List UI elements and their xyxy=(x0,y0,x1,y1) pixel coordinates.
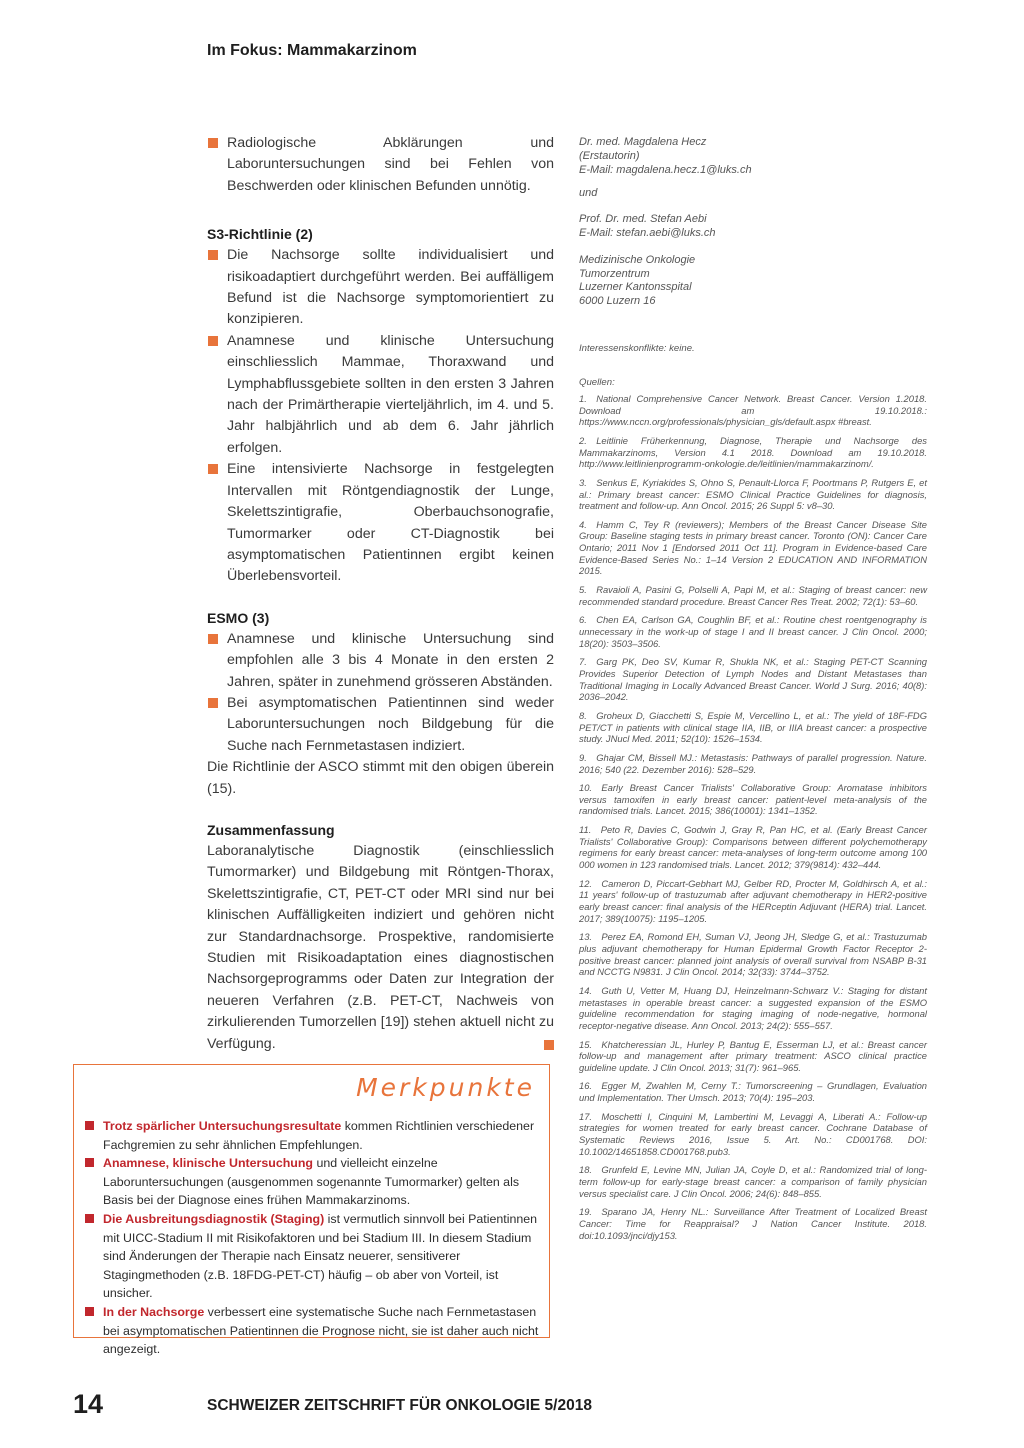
bullet-text: Bei asymptomatischen Patientinnen sind weder Laboruntersuchungen noch Bildgebung für die Suche nach Fernmetastasen indiziert. xyxy=(227,694,554,754)
bullet-square-icon xyxy=(208,634,218,644)
bullet-item xyxy=(207,629,554,693)
section-heading-s3: S3-Richtlinie (2) xyxy=(207,226,313,243)
bullet-square-icon xyxy=(208,698,218,708)
journal-title: SCHWEIZER ZEITSCHRIFT FÜR ONKOLOGIE 5/2018 xyxy=(207,1397,592,1414)
merkpunkte-list xyxy=(84,1117,539,1359)
reference-item: 5. Ravaioli A, Pasini G, Polselli A, Papi M, et al.: Staging of breast cancer: new recommended standard procedure. Breast Cancer Res Treat. 2002; 72(1): 53–60. xyxy=(579,584,927,607)
page-number: 14 xyxy=(73,1389,104,1419)
reference-item: 13. Perez EA, Romond EH, Suman VJ, Jeong JH, Sledge G, et al.: Trastuzumab plus adjuvant chemotherapy for Human Epidermal Growth Factor Receptor 2-positive breast cancer: planned joint analysis of overall survival from NSABP B-31 and NCCTG N9831. J Clin Oncol. 2014; 32(33): 3744–3752. xyxy=(579,931,927,978)
running-header: Im Fokus: Mammakarzinom xyxy=(207,42,417,59)
section-heading-summary: Zusammenfassung xyxy=(207,821,335,838)
reference-item: 14. Guth U, Vetter M, Huang DJ, Heinzelmann-Schwarz V.: Staging for distant metastases in operable breast cancer: a suggested expansion of the ESMO guideline recommendation for staging imaging of node-negative, hormonal receptor-negative disease. Ann Oncol. 2013; 24(2): 555–557. xyxy=(579,984,927,1031)
merkpunkt-item xyxy=(84,1154,539,1210)
bullet-text: Radiologische Abklärungen und Laboruntersuchungen sind bei Fehlen von Beschwerden oder klinischen Befunden unnötig. xyxy=(227,135,554,194)
bullet-square-icon xyxy=(208,250,218,260)
section-heading-esmo: ESMO (3) xyxy=(207,609,270,626)
bullet-text: Die Nachsorge sollte individualisiert und risikoadaptiert durchgeführt werden. Bei auffälligem Befund ist die Nachsorge symptomorientiert zu konzipieren. xyxy=(227,247,554,328)
sidebar-column xyxy=(579,136,927,1248)
conflict-of-interest: Interessenskonflikte: keine. xyxy=(579,342,695,354)
bullet-square-icon xyxy=(85,1121,94,1130)
merkpunkt-bold: In der Nachsorge xyxy=(103,1304,205,1319)
end-square-icon xyxy=(544,1040,554,1050)
institution-line: Luzerner Kantonsspital xyxy=(579,281,692,294)
reference-item: 2. Leitlinie Früherkennung, Diagnose, Therapie und Nachsorge des Mammakarzinoms, Version 4.1 2018. Download am 19.10.2018. http://www.leitlinienprogramm-onkologie.de/leitlinien/mammakarzinom/. xyxy=(579,434,927,470)
merkpunkt-item xyxy=(84,1117,539,1154)
bullet-square-icon xyxy=(208,464,218,474)
reference-item: 11. Peto R, Davies C, Godwin J, Gray R, Pan HC, et al. (Early Breast Cancer Trialists' Collaborative Group): Comparisons between different polychemotherapy regimens for early breast cancer: meta-analyses of long-term outcome among 100 000 women in 123 randomised trials. Lancet. 2012; 379(9814): 432–444. xyxy=(579,824,927,871)
author1-role: (Erstautorin) xyxy=(579,149,640,162)
reference-item: 9. Ghajar CM, Bissell MJ.: Metastasis: Pathways of parallel progression. Nature. 2016; 540 (22. Dezember 2016): 528–529. xyxy=(579,751,927,775)
summary-paragraph xyxy=(207,841,554,1055)
references-heading: Quellen: xyxy=(579,376,615,388)
author1-email: E-Mail: magdalena.hecz.1@luks.ch xyxy=(579,163,752,176)
bullet-text: Eine intensivierte Nachsorge in festgelegten Intervallen mit Röntgendiagnostik der Lunge, Skelettszintigrafie, Oberbauchsonografie, Tumormarker oder CT-Diagnostik bei asymptomatischen Patientinnen ergibt keinen Überlebensvorteil. xyxy=(227,461,554,585)
reference-item: 6. Chen EA, Carlson GA, Coughlin BF, et al.: Routine chest roentgenography is unnecessary in the work-up of stage I and II breast cancer. J Clin Oncol. 2000; 18(20): 3503–3506. xyxy=(579,614,927,649)
author2-name: Prof. Dr. med. Stefan Aebi xyxy=(579,213,707,226)
merkpunkt-text: verbessert eine systematische Suche nach Fernmetastasen bei asymptomatischen Patientinnen die Prognose nicht, sie ist daher auch nicht angezeigt. xyxy=(103,1304,539,1357)
author1-name: Dr. med. Magdalena Hecz xyxy=(579,136,707,148)
merkpunkt-bold: Die Ausbreitungsdiagnostik (Staging) xyxy=(103,1211,325,1226)
bullet-square-icon xyxy=(208,336,218,346)
reference-item: 15. Khatcheressian JL, Hurley P, Bantug E, Esserman LJ, et al.: Breast cancer follow-up and management after primary treatment: ASCO clinical practice guideline update. J Clin Oncol. 2013; 31(7): 961–965. xyxy=(579,1038,927,1073)
institution-line: 6000 Luzern 16 xyxy=(579,295,656,308)
reference-item: 4. Hamm C, Tey R (reviewers); Members of the Breast Cancer Disease Site Group: Baseline staging tests in primary breast cancer. Toronto (ON): Cancer Care Ontario; 2011 Nov 1 [Endorsed 2011 Oct 11]. Program in Evidence-based Care Evidence-Based Series No.: 1–14 Version 2 EDUCATION AND INFORMATION 2015. xyxy=(579,518,927,577)
merkpunkte-title: Merkpunkte xyxy=(356,1073,535,1102)
reference-item: 3. Senkus E, Kyriakides S, Ohno S, Penault-Llorca F, Poortmans P, Rutgers E, et al.: Primary breast cancer: ESMO Clinical Practice Guidelines for diagnosis, treatment and follow-up. Ann Oncol. 2015; 26 Suppl 5: v8–30. xyxy=(579,476,927,512)
reference-item: 16. Egger M, Zwahlen M, Cerny T.: Tumorscreening – Grundlagen, Evaluation und Implementation. Ther Umsch. 2013; 70(4): 195–203. xyxy=(579,1080,927,1104)
reference-item: 10. Early Breast Cancer Trialists' Collaborative Group: Aromatase inhibitors versus tamoxifen in early breast cancer: patient-level meta-analysis of the randomised trials. Lancet. 2015; 386(10001): 1341–1352. xyxy=(579,782,927,817)
reference-item: 8. Groheux D, Giacchetti S, Espie M, Vercellino L, et al.: The yield of 18F-FDG PET/CT in patients with clinical stage IIA, IIB, or IIIA breast cancer: a prospective study. JNucl Med. 2011; 52(10): 1526–1534. xyxy=(579,709,927,745)
merkpunkt-bold: Anamnese, klinische Untersuchung xyxy=(103,1156,314,1171)
references-list xyxy=(579,393,927,1241)
institution-line: Medizinische Onkologie xyxy=(579,253,696,266)
bullet-square-icon xyxy=(85,1214,94,1223)
bullet-square-icon xyxy=(85,1307,94,1316)
summary-text: Laboranalytische Diagnostik (einschliesslich Tumormarker) und Bildgebung mit Röntgen-Thorax, Skelettszintigrafie, CT, PET-CT oder MRI sind nur bei klinischen Auffälligkeiten indiziert und gehören nicht zur Standardnachsorge. Prospektive, randomisierte Studien mit Risikoadaptation eines diagnostischen Nachsorgeprogramms oder Daten zur Integration der neueren Verfahren (z.B. PET-CT, Nachweis von zirkulierenden Tumorzellen [19]) stehen aktuell nicht zu Verfügung. xyxy=(207,842,554,1052)
merkpunkt-text: und vielleicht einzelne Laboruntersuchungen (ausgenommen sogenannte Tumormarker) gelten als Basis bei der Diagnose eines frühen Mammakarzinoms. xyxy=(103,1156,520,1208)
bullet-text: Anamnese und klinische Untersuchung einschliesslich Mammae, Thoraxwand und Lymphabflussgebiete sollten in den ersten 3 Jahren nach der Primärtherapie vierteljährlich, im 4. und 5. Jahr halbjährlich und ab dem 6. Jahr jährlich erfolgen. xyxy=(227,332,554,456)
bullet-square-icon xyxy=(85,1158,94,1167)
reference-item: 12. Cameron D, Piccart-Gebhart MJ, Gelber RD, Procter M, Goldhirsch A, et al.: 11 years' follow-up of trastuzumab after adjuvant chemotherapy in HER2-positive early breast cancer: final analysis of the HERceptin Adjuvant (HERA) trial. Lancet. 2017; 389(10075): 1195–1205. xyxy=(579,877,927,924)
reference-item: 1. National Comprehensive Cancer Network. Breast Cancer. Version 1.2018. Download am 19.10.2018.: https://www.nccn.org/professionals/physician_gls/default.aspx #breast. xyxy=(579,392,927,428)
reference-item: 19. Sparano JA, Henry NL.: Surveillance After Treatment of Localized Breast Cancer: Time for Reappraisal? J Nation Cancer Institute. 2018. doi:10.1093/jnci/djy153. xyxy=(579,1206,927,1241)
merkpunkt-text: kommen Richtlinien verschiedener Fachgremien zu sehr ähnlichen Empfehlungen. xyxy=(103,1119,535,1152)
bullet-text: Anamnese und klinische Untersuchung sind empfohlen alle 3 bis 4 Monate in den ersten 2 Jahren, später in zunehmend grösseren Abständen. xyxy=(227,630,554,690)
bullet-square-icon xyxy=(208,138,218,148)
institution-line: Tumorzentrum xyxy=(579,267,650,280)
und-text: und xyxy=(579,187,598,200)
merkpunkte-box xyxy=(73,1064,550,1357)
merkpunkt-bold: Trotz spärlicher Untersuchungsresultate xyxy=(103,1119,342,1133)
bullet-item xyxy=(207,245,554,331)
merkpunkt-item xyxy=(84,1303,539,1359)
bullet-item xyxy=(207,693,554,757)
reference-item: 7. Garg PK, Deo SV, Kumar R, Shukla NK, et al.: Staging PET-CT Scanning Provides Superior Detection of Lymph Nodes and Distant Metastases than Traditional Imaging in Locally Advanced Breast Cancer. World J Surg. 2016; 40(8): 2036–2042. xyxy=(579,656,927,703)
asco-paragraph: Die Richtlinie der ASCO stimmt mit den obigen überein (15). xyxy=(207,759,554,797)
merkpunkt-item xyxy=(84,1210,539,1303)
bullet-item xyxy=(207,133,554,197)
author2-email: E-Mail: stefan.aebi@luks.ch xyxy=(579,226,716,239)
merkpunkt-text: ist vermutlich sinnvoll bei Patientinnen mit UICC-Stadium II mit Risikofaktoren und bei Stadium III. In diesem Stadium sind Änderungen der Therapie nach Einsatz neuerer, sensitiverer Stagingmethoden (z.B. 18FDG-PET-CT) häufig – ob aber von Vorteil, ist unsicher. xyxy=(103,1211,538,1301)
bullet-item xyxy=(207,459,554,587)
main-text-column xyxy=(207,133,554,1055)
bullet-item xyxy=(207,331,554,459)
reference-item: 18. Grunfeld E, Levine MN, Julian JA, Coyle D, et al.: Randomized trial of long-term follow-up for early-stage breast cancer: a comparison of family physician versus specialist care. J Clin Oncol. 2006; 24(6): 848–855. xyxy=(579,1164,927,1199)
reference-item: 17. Moschetti I, Cinquini M, Lambertini M, Levaggi A, Liberati A.: Follow-up strategies for women treated for early breast cancer. Cochrane Database of Systematic Reviews 2016, Issue 5. Art. No.: CD001768. DOI: 10.1002/14651858.CD001768.pub3. xyxy=(579,1110,927,1157)
